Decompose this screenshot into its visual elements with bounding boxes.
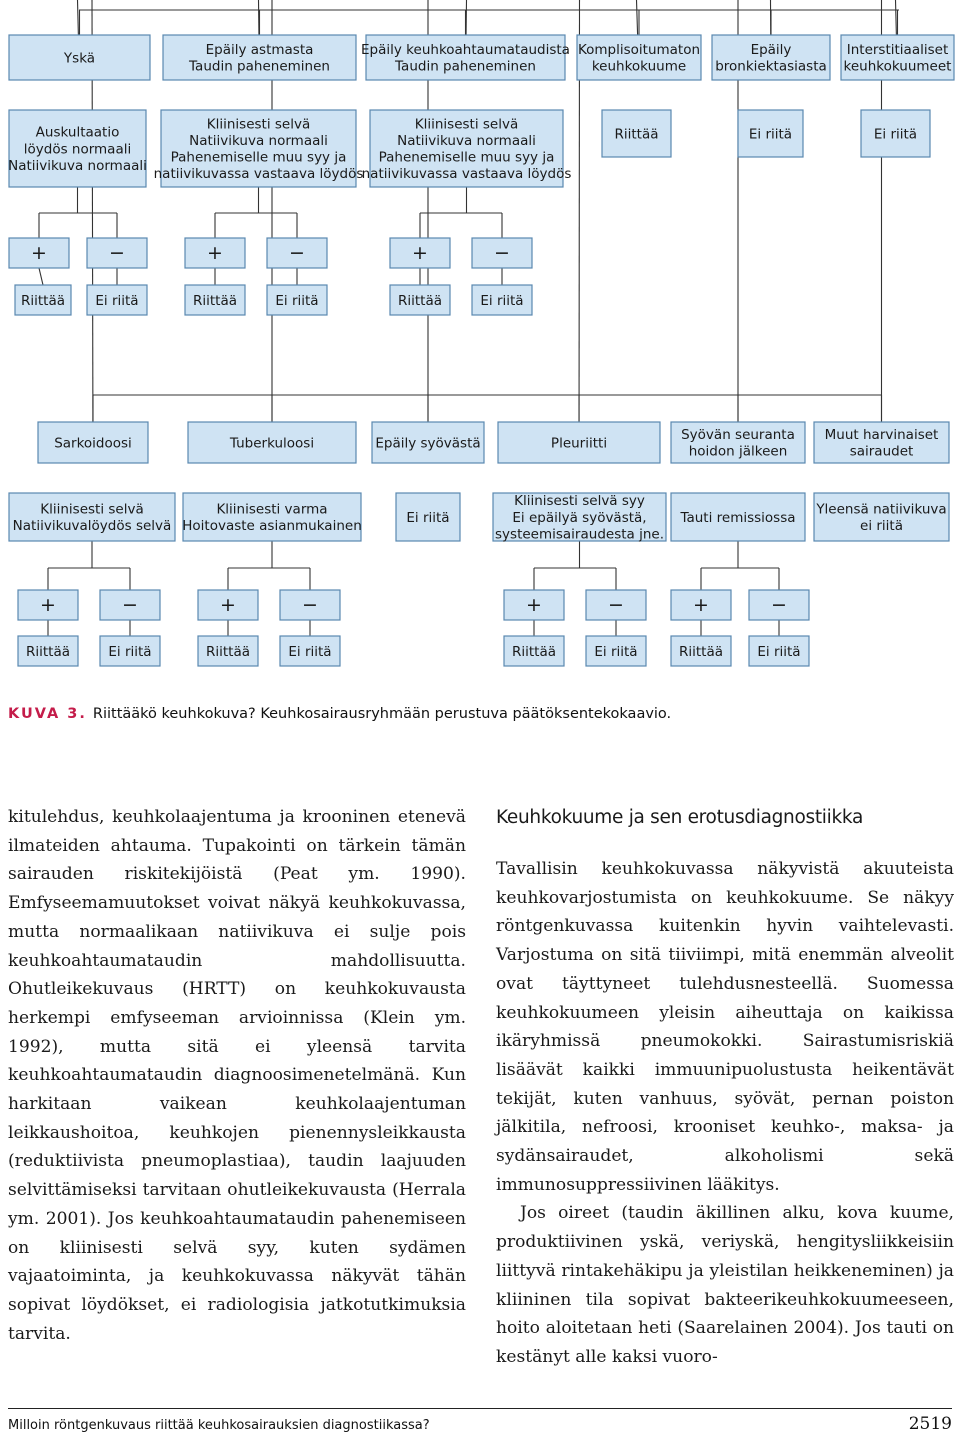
top-category-2-text: Epäily astmasta [205,42,314,58]
top-outcome-4-text: Ei riitä [275,292,319,309]
top-category-6-text: Interstitiaaliset [846,42,949,58]
top-category-3-text: Epäily keuhkoahtaumataudista [361,42,570,58]
bottom-sign-8-text: − [771,594,787,616]
bottom-sign-2-text: − [122,594,138,616]
left-paragraph: kitulehdus, keuhkolaajentuma ja krooninen etenevä ilmateiden ahtauma. Tupakointi on tärkein tämän sairauden riskitekijöistä (Peat ym. 1990). Emfyseemamuutokset voivat näkyä keuhkokuvassa, mutta normaalikaan natiivikuva ei sulje pois keuhkoahtaumataudin mahdollisuutta. Ohutleikekuvaus (HRTT) on keuhkokuvausta herkempi emfyseeman arvioinnissa (Klein ym. 1992), mutta sitä ei yleensä tarvita keuhkoahtaumataudin diagnoosimenetelmänä. Kun harkitaan vaikean keuhkolaajentuman leikkaushoitoa, keuhkojen pienennysleikkausta (reduktiivista pneumoplastiaa), taudin laajuuden selvittämiseksi tarvitaan ohutleikekuvausta (Herrala ym. 2001). Jos keuhkoahtaumataudin pahenemiseen on kliinisesti selvä syy, kuten sydämen vajaatoiminta, ja keuhkokuvassa näkyvät tähän sopivat löydökset, ei radiologisia jatkotutkimuksia tarvita. [8,807,466,1344]
top-sign-4-text: − [289,242,305,264]
bottom-criterion-2-text: Kliinisesti varma [216,501,328,518]
top-outcome-1-text: Riittää [20,292,66,309]
top-category-4-text: Komplisoitumaton [577,42,701,58]
top-criterion-1-text: löydös normaali [23,141,132,158]
bottom-outcome-8-text: Ei riitä [757,643,801,660]
bottom-criterion-4-text: systeemisairaudesta jne. [495,526,664,543]
footer-title: Milloin röntgenkuvaus riittää keuhkosairauksien diagnostiikassa? [8,1418,430,1433]
bottom-category-5-text: hoidon jälkeen [688,443,788,460]
top-category-1-text: Yskä [63,50,96,67]
top-criterion-3-text: Natiivikuva normaali [397,133,536,149]
top-outcome-5-text: Riittää [397,292,443,309]
bottom-outcome-4-text: Ei riitä [288,643,332,660]
bottom-criterion-3-text: Ei riitä [406,509,450,526]
bottom-category-4-text: Pleuriitti [550,435,608,452]
bottom-criterion-5-text: Tauti remissiossa [680,509,796,526]
top-criterion-2-text: natiivikuvassa vastaava löydös [153,166,364,183]
bottom-category-6-text: sairaudet [849,443,914,460]
bottom-sign-6-text: − [608,594,624,616]
right-paragraph-1: Tavallisin keuhkokuvassa näkyvistä akuuteista keuhkovarjostumista on keuhkokuume. Se näkyy röntgenkuvassa kuitenkin hyvin vaihtelevasti. Varjostuma on sitä tiiviimpi, mitä enemmän alveolit ovat täyttyneet tulehdusnesteellä. Suomessa keuhkokuumeen yleisin aiheuttaja on kaikissa ikäryhmissä pneumokokki. Sairastumisriskiä lisäävät kaikki immuunipuolustusta heikentävät tekijät, kuten vanhuus, syövät, pernan poiston jälkitila, nefroosi, krooniset keuhko-, maksa- ja sydänsairaudet, alkoholismi sekä immunosuppressiivinen lääkitys. [496,859,954,1195]
figure-caption-text: Riittääkö keuhkokuva? Keuhkosairausryhmään perustuva päätöksentekokaavio. [92,706,672,722]
top-category-5-text: Epäily [750,42,792,58]
bottom-outcome-2-text: Ei riitä [108,643,152,660]
figure-caption [8,706,671,722]
bottom-sign-5-text: + [526,594,542,616]
bottom-criterion-6-text: Yleensä natiivikuva [816,501,947,518]
bottom-sign-3-text: + [220,594,236,616]
top-category-6-text: keuhkokuumeet [843,58,952,75]
top-outcome-link [39,268,43,285]
top-sign-2-text: − [109,242,125,264]
bottom-criterion-2-text: Hoitovaste asianmukainen [182,518,362,535]
decision-flowchart [0,0,960,700]
top-outcome-2-text: Ei riitä [95,292,139,309]
bottom-criterion-1-text: Kliinisesti selvä [40,501,144,518]
bottom-outcome-3-text: Riittää [205,643,251,660]
top-criterion-5-text: Ei riitä [748,126,793,143]
top-criterion-4-text: Riittää [614,126,659,143]
bottom-criterion-6-text: ei riitä [860,518,903,535]
top-outcome-6-text: Ei riitä [480,292,524,309]
left-column [8,803,466,1348]
top-outcome-3-text: Riittää [192,292,238,309]
bottom-category-3-text: Epäily syövästä [375,435,481,452]
top-sign-5-text: + [412,242,428,264]
bottom-category-2-text: Tuberkuloosi [229,435,315,452]
page-footer [8,1408,952,1433]
bottom-outcome-7-text: Riittää [678,643,724,660]
section-heading: Keuhkokuume ja sen erotusdiagnostiikka [496,807,864,828]
top-criterion-3-text: Pahenemiselle muu syy ja [378,149,555,166]
top-criterion-1-text: Auskultaatio [35,124,120,141]
top-criterion-3-text: natiivikuvassa vastaava löydös [361,166,572,183]
bottom-criterion-4-text: Kliinisesti selvä syy [514,493,645,510]
top-category-3-text: Taudin paheneminen [395,58,536,75]
right-column [496,803,954,1372]
top-category-2-text: Taudin paheneminen [189,58,330,75]
bottom-sign-7-text: + [693,594,709,616]
top-criterion-2-text: Pahenemiselle muu syy ja [170,149,347,166]
bottom-sign-4-text: − [302,594,318,616]
bottom-criterion-1-text: Natiivikuvalöydös selvä [12,518,172,535]
bottom-sign-1-text: + [40,594,56,616]
top-category-5-text: bronkiektasiasta [715,58,827,75]
right-paragraph-2: Jos oireet (taudin äkillinen alku, kova kuume, produktiivinen yskä, veriyskä, hengitysliikkeisiin liittyvä rintakehäkipu ja yleistilan heikkeneminen) ja kliininen tila sopivat bakteerikeuhkokuumeeseen, hoito aloitetaan heti (Saarelainen 2004). Jos tauti on kestänyt alle kaksi vuoro- [496,1203,954,1367]
bottom-outcome-5-text: Riittää [511,643,557,660]
bottom-category-5-text: Syövän seuranta [681,427,795,443]
top-sign-1-text: + [31,242,47,264]
figure-label: KUVA 3. [8,706,87,722]
page-number: 2519 [908,1414,952,1434]
bottom-category-6-text: Muut harvinaiset [824,427,939,443]
bottom-outcome-6-text: Ei riitä [594,643,638,660]
bottom-category-1-text: Sarkoidoosi [54,435,132,452]
top-sign-3-text: + [207,242,223,264]
top-criterion-3-text: Kliinisesti selvä [414,116,519,133]
top-criterion-6-text: Ei riitä [873,126,918,143]
top-criterion-2-text: Natiivikuva normaali [189,133,328,149]
bottom-outcome-1-text: Riittää [25,643,71,660]
top-criterion-1-text: Natiivikuva normaali [8,157,147,174]
top-category-4-text: keuhkokuume [591,58,687,75]
bottom-criterion-4-text: Ei epäilyä syövästä, [512,509,647,526]
top-sign-6-text: − [494,242,510,264]
top-criterion-2-text: Kliinisesti selvä [206,116,311,133]
